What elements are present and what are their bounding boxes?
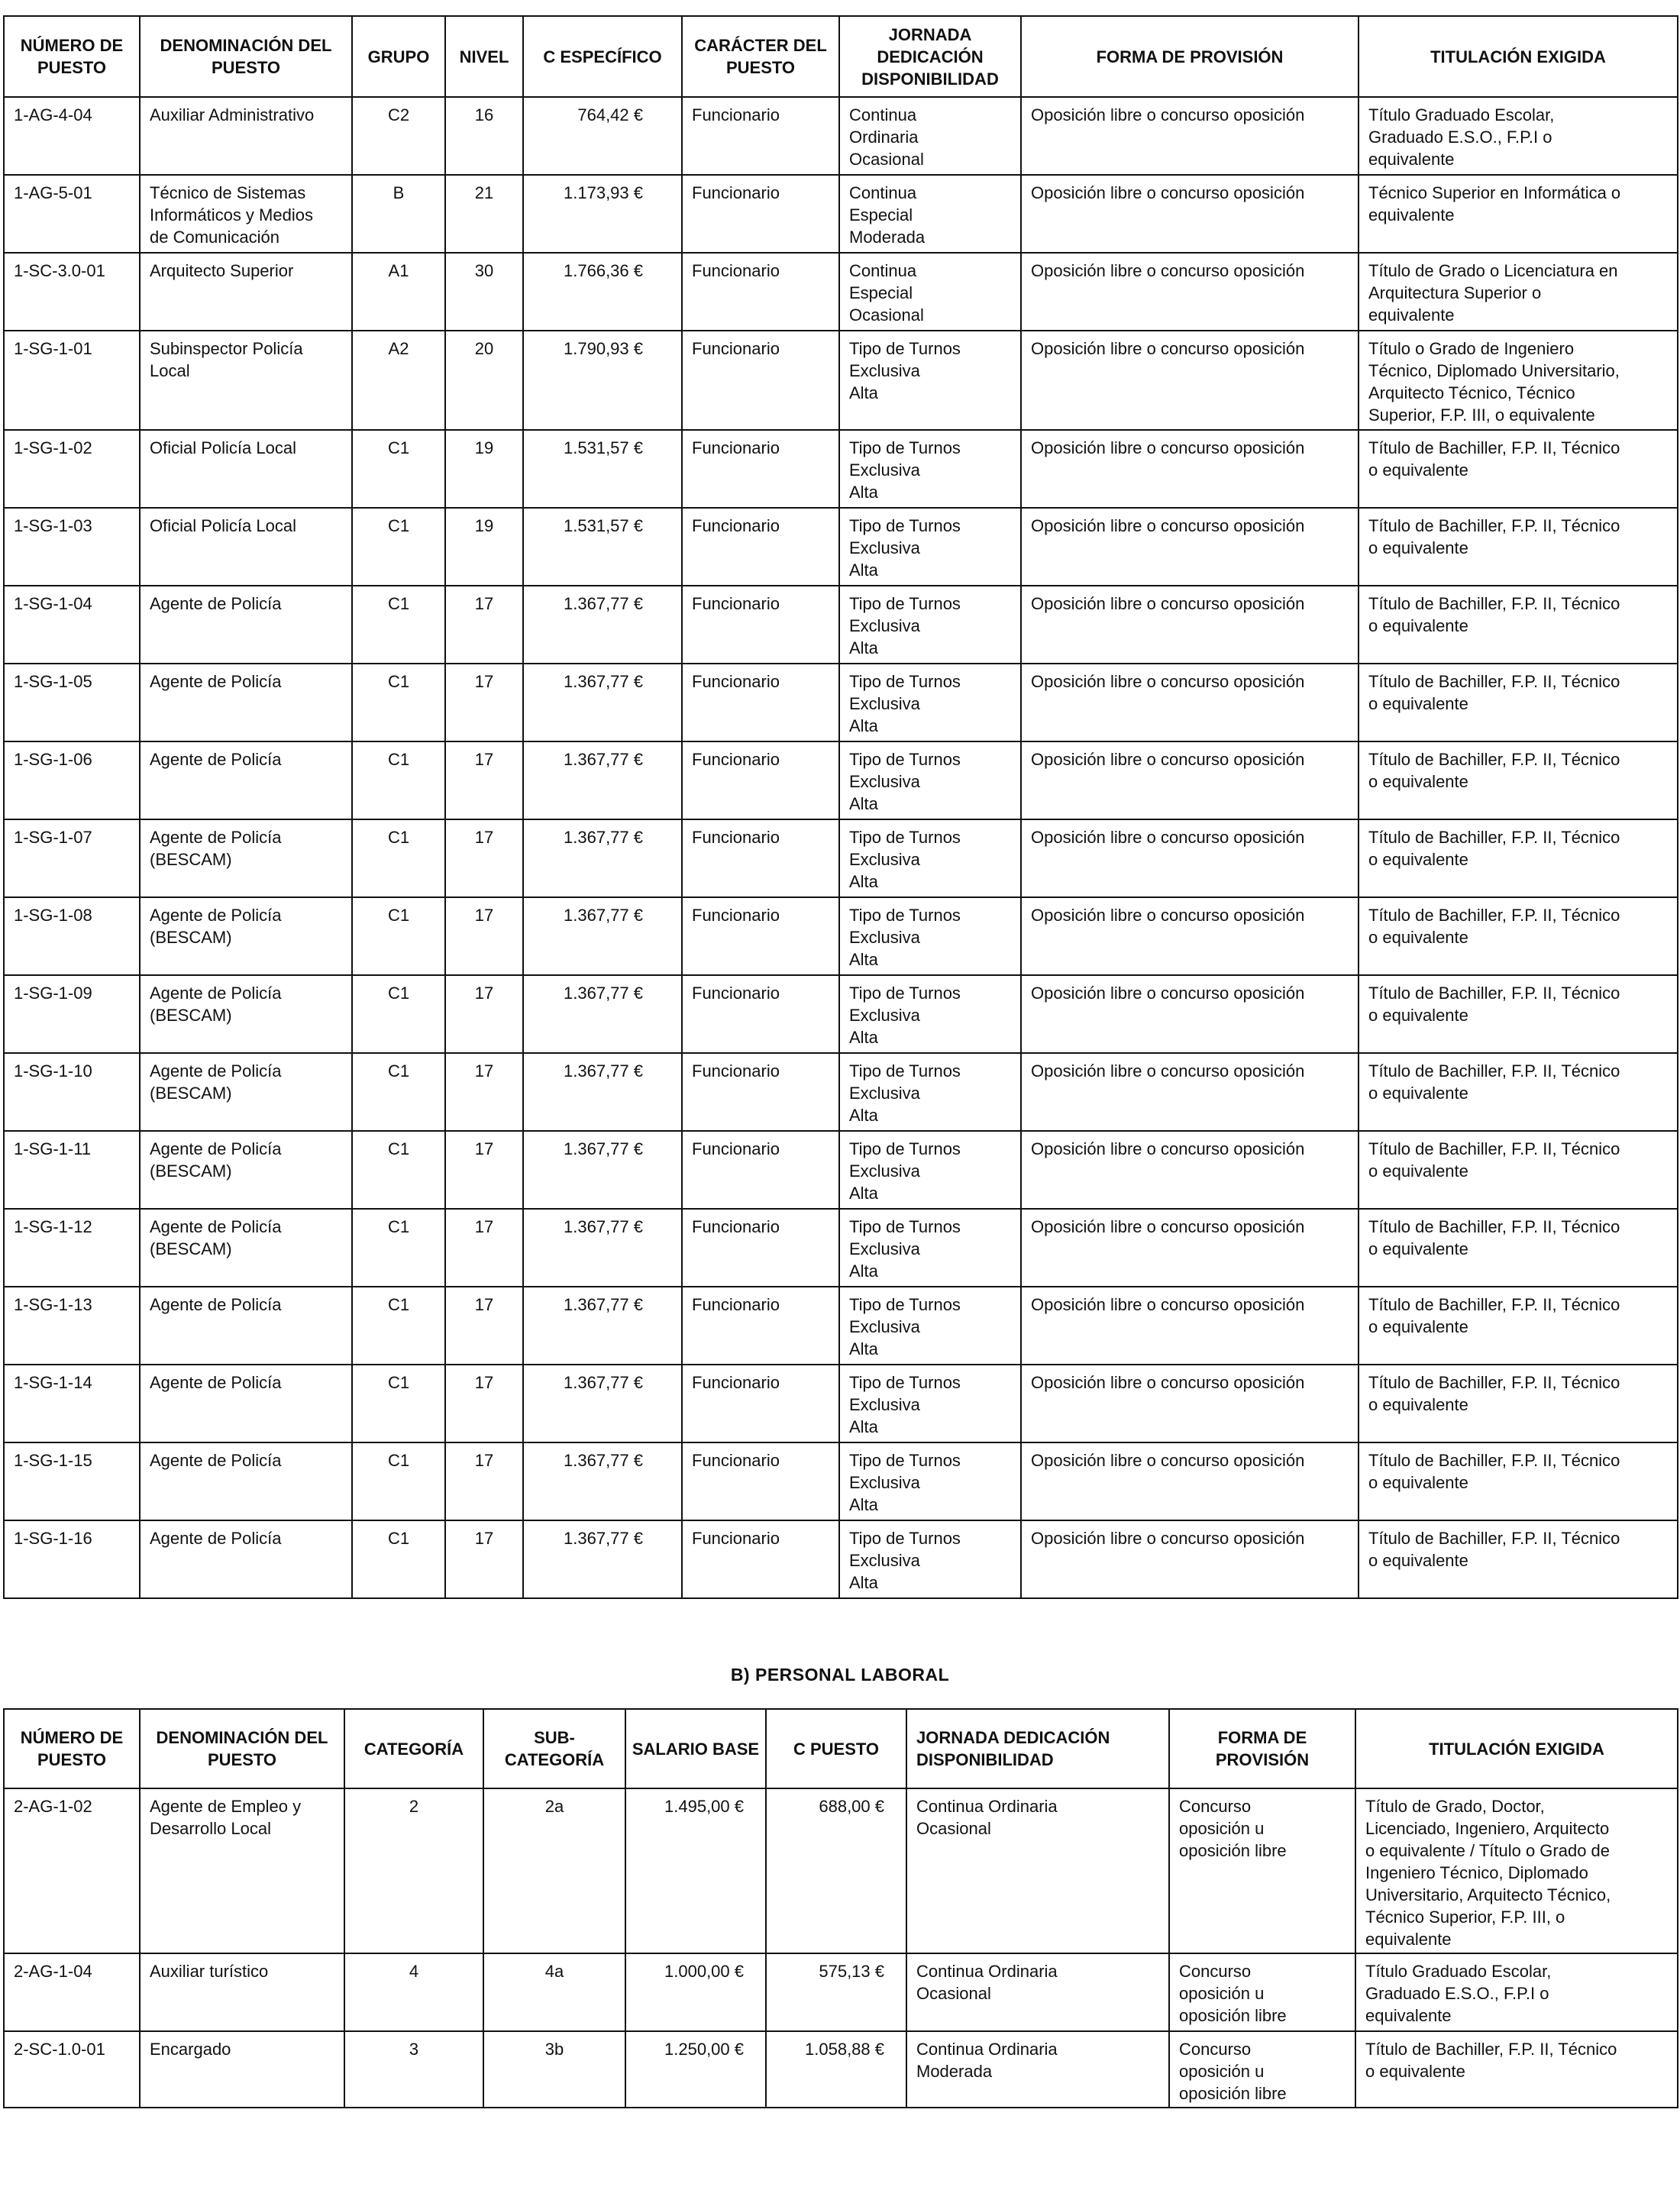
cell-c-especifico: 1.367,77 € — [523, 586, 682, 664]
cell-caracter: Funcionario — [682, 1209, 839, 1287]
cell-jornada: Tipo de Turnos Exclusiva Alta — [839, 741, 1021, 819]
cell-forma-provision: Oposición libre o concurso oposición — [1021, 508, 1359, 586]
cell-numero-puesto: 1-SG-1-05 — [4, 664, 140, 741]
cell-nivel: 19 — [445, 508, 523, 586]
cell-c-especifico: 1.531,57 € — [523, 430, 682, 508]
cell-titulacion: Técnico Superior en Informática o equivalente — [1359, 175, 1678, 253]
table-row — [4, 2031, 1678, 2108]
cell-jornada: Tipo de Turnos Exclusiva Alta — [839, 1287, 1021, 1365]
cell-caracter: Funcionario — [682, 1520, 839, 1598]
cell-jornada: Tipo de Turnos Exclusiva Alta — [839, 1520, 1021, 1598]
cell-nivel: 17 — [445, 586, 523, 664]
cell-nivel: 17 — [445, 1442, 523, 1520]
cell-c-especifico: 1.367,77 € — [523, 1365, 682, 1442]
cell-caracter: Funcionario — [682, 819, 839, 897]
cell-jornada: Tipo de Turnos Exclusiva Alta — [839, 664, 1021, 741]
table-a-body — [4, 97, 1678, 1598]
cell-forma-provision: Oposición libre o concurso oposición — [1021, 1209, 1359, 1287]
cell-titulacion: Título de Bachiller, F.P. II, Técnico o equivalente — [1359, 975, 1678, 1053]
cell-titulacion: Título de Grado, Doctor, Licenciado, Ingeniero, Arquitecto o equivalente / Título o Grado de Ingeniero Técnico, Diplomado Universitario, Arquitecto Técnico, Técnico Superior, F.P. III, o equivalente — [1355, 1788, 1678, 1953]
cell-grupo: A2 — [352, 331, 445, 430]
table-row — [4, 97, 1678, 175]
cell-numero-puesto: 1-SG-1-07 — [4, 819, 140, 897]
table-funcionarios — [3, 15, 1678, 1599]
cell-numero-puesto: 1-SG-1-12 — [4, 1209, 140, 1287]
cell-denominacion: Agente de Policía — [140, 586, 352, 664]
cell-numero-puesto: 1-SG-1-01 — [4, 331, 140, 430]
cell-caracter: Funcionario — [682, 897, 839, 975]
cell-c-especifico: 1.531,57 € — [523, 508, 682, 586]
cell-grupo: C1 — [352, 586, 445, 664]
cell-nivel: 17 — [445, 1131, 523, 1209]
cell-denominacion: Agente de Policía (BESCAM) — [140, 897, 352, 975]
cell-caracter: Funcionario — [682, 97, 839, 175]
header-categoria: CATEGORÍA — [344, 1709, 483, 1788]
table-personal-laboral — [3, 1708, 1678, 2108]
cell-nivel: 21 — [445, 175, 523, 253]
table-row — [4, 508, 1678, 586]
cell-subcategoria: 4a — [483, 1953, 625, 2031]
cell-nivel: 17 — [445, 819, 523, 897]
cell-c-puesto: 1.058,88 € — [766, 2031, 906, 2108]
cell-numero-puesto: 1-SG-1-06 — [4, 741, 140, 819]
cell-numero-puesto: 1-SG-1-14 — [4, 1365, 140, 1442]
cell-denominacion: Agente de Policía — [140, 1287, 352, 1365]
cell-forma-provision: Oposición libre o concurso oposición — [1021, 1365, 1359, 1442]
cell-jornada: Continua Ordinaria Ocasional — [906, 1788, 1169, 1953]
cell-jornada: Tipo de Turnos Exclusiva Alta — [839, 1131, 1021, 1209]
cell-forma-provision: Oposición libre o concurso oposición — [1021, 1131, 1359, 1209]
cell-caracter: Funcionario — [682, 586, 839, 664]
cell-c-especifico: 1.367,77 € — [523, 1520, 682, 1598]
header-c-especifico: C ESPECÍFICO — [523, 16, 682, 97]
cell-forma-provision: Oposición libre o concurso oposición — [1021, 175, 1359, 253]
table-row — [4, 975, 1678, 1053]
cell-denominacion: Agente de Policía (BESCAM) — [140, 1053, 352, 1131]
table-b-header-row — [4, 1709, 1678, 1788]
cell-c-especifico: 1.367,77 € — [523, 975, 682, 1053]
cell-salario-base: 1.000,00 € — [625, 1953, 766, 2031]
header-subcategoria: SUB- CATEGORÍA — [483, 1709, 625, 1788]
section-title-personal-laboral: B) PERSONAL LABORAL — [730, 1665, 950, 1685]
header-grupo: GRUPO — [352, 16, 445, 97]
cell-titulacion: Título de Bachiller, F.P. II, Técnico o equivalente — [1359, 897, 1678, 975]
cell-jornada: Continua Especial Ocasional — [839, 253, 1021, 331]
cell-categoria: 3 — [344, 2031, 483, 2108]
cell-jornada: Tipo de Turnos Exclusiva Alta — [839, 331, 1021, 430]
cell-nivel: 20 — [445, 331, 523, 430]
cell-titulacion: Título de Bachiller, F.P. II, Técnico o equivalente — [1355, 2031, 1678, 2108]
cell-denominacion: Auxiliar Administrativo — [140, 97, 352, 175]
cell-nivel: 19 — [445, 430, 523, 508]
cell-nivel: 17 — [445, 975, 523, 1053]
cell-titulacion: Título de Bachiller, F.P. II, Técnico o equivalente — [1359, 1209, 1678, 1287]
cell-jornada: Continua Ordinaria Moderada — [906, 2031, 1169, 2108]
cell-jornada: Tipo de Turnos Exclusiva Alta — [839, 1365, 1021, 1442]
cell-denominacion: Agente de Policía (BESCAM) — [140, 819, 352, 897]
cell-forma-provision: Oposición libre o concurso oposición — [1021, 741, 1359, 819]
cell-numero-puesto: 1-SG-1-11 — [4, 1131, 140, 1209]
header-forma-provision: FORMA DE PROVISIÓN — [1021, 16, 1359, 97]
header-denominacion: DENOMINACIÓN DEL PUESTO — [140, 16, 352, 97]
cell-jornada: Tipo de Turnos Exclusiva Alta — [839, 430, 1021, 508]
cell-numero-puesto: 2-AG-1-04 — [4, 1953, 140, 2031]
cell-nivel: 17 — [445, 1365, 523, 1442]
cell-grupo: C1 — [352, 819, 445, 897]
table-row — [4, 430, 1678, 508]
cell-c-especifico: 1.367,77 € — [523, 897, 682, 975]
cell-grupo: C2 — [352, 97, 445, 175]
cell-caracter: Funcionario — [682, 1365, 839, 1442]
cell-denominacion: Agente de Empleo y Desarrollo Local — [140, 1788, 344, 1953]
cell-c-especifico: 1.173,93 € — [523, 175, 682, 253]
cell-denominacion: Encargado — [140, 2031, 344, 2108]
cell-grupo: C1 — [352, 1209, 445, 1287]
table-row — [4, 586, 1678, 664]
header-numero-puesto: NÚMERO DE PUESTO — [4, 16, 140, 97]
header-caracter: CARÁCTER DEL PUESTO — [682, 16, 839, 97]
cell-forma-provision: Oposición libre o concurso oposición — [1021, 664, 1359, 741]
cell-salario-base: 1.250,00 € — [625, 2031, 766, 2108]
cell-titulacion: Título de Bachiller, F.P. II, Técnico o equivalente — [1359, 430, 1678, 508]
cell-nivel: 16 — [445, 97, 523, 175]
cell-caracter: Funcionario — [682, 1287, 839, 1365]
cell-caracter: Funcionario — [682, 331, 839, 430]
cell-denominacion: Agente de Policía (BESCAM) — [140, 1209, 352, 1287]
table-a-header-row — [4, 16, 1678, 97]
cell-denominacion: Auxiliar turístico — [140, 1953, 344, 2031]
cell-forma-provision: Oposición libre o concurso oposición — [1021, 253, 1359, 331]
table-row — [4, 175, 1678, 253]
cell-grupo: B — [352, 175, 445, 253]
cell-grupo: C1 — [352, 1131, 445, 1209]
cell-jornada: Tipo de Turnos Exclusiva Alta — [839, 1209, 1021, 1287]
cell-grupo: C1 — [352, 1365, 445, 1442]
cell-forma-provision: Oposición libre o concurso oposición — [1021, 586, 1359, 664]
table-row — [4, 1209, 1678, 1287]
cell-denominacion: Oficial Policía Local — [140, 430, 352, 508]
cell-titulacion: Título de Bachiller, F.P. II, Técnico o equivalente — [1359, 741, 1678, 819]
cell-denominacion: Agente de Policía — [140, 1365, 352, 1442]
cell-grupo: C1 — [352, 1520, 445, 1598]
cell-forma-provision: Concurso oposición u oposición libre — [1169, 2031, 1355, 2108]
cell-subcategoria: 2a — [483, 1788, 625, 1953]
cell-jornada: Continua Ordinaria Ocasional — [839, 97, 1021, 175]
cell-forma-provision: Oposición libre o concurso oposición — [1021, 1520, 1359, 1598]
cell-subcategoria: 3b — [483, 2031, 625, 2108]
cell-nivel: 17 — [445, 1520, 523, 1598]
cell-c-especifico: 1.367,77 € — [523, 819, 682, 897]
cell-numero-puesto: 1-AG-5-01 — [4, 175, 140, 253]
cell-jornada: Tipo de Turnos Exclusiva Alta — [839, 586, 1021, 664]
cell-caracter: Funcionario — [682, 175, 839, 253]
cell-titulacion: Título de Bachiller, F.P. II, Técnico o equivalente — [1359, 508, 1678, 586]
cell-denominacion: Técnico de Sistemas Informáticos y Medios de Comunicación — [140, 175, 352, 253]
cell-jornada: Tipo de Turnos Exclusiva Alta — [839, 1442, 1021, 1520]
cell-denominacion: Agente de Policía — [140, 1520, 352, 1598]
cell-caracter: Funcionario — [682, 1053, 839, 1131]
cell-caracter: Funcionario — [682, 975, 839, 1053]
table-row — [4, 1953, 1678, 2031]
cell-grupo: C1 — [352, 430, 445, 508]
header-numero-puesto: NÚMERO DE PUESTO — [4, 1709, 140, 1788]
cell-caracter: Funcionario — [682, 741, 839, 819]
cell-forma-provision: Concurso oposición u oposición libre — [1169, 1953, 1355, 2031]
cell-c-puesto: 575,13 € — [766, 1953, 906, 2031]
header-denominacion: DENOMINACIÓN DEL PUESTO — [140, 1709, 344, 1788]
cell-titulacion: Título de Bachiller, F.P. II, Técnico o equivalente — [1359, 1520, 1678, 1598]
cell-c-especifico: 1.766,36 € — [523, 253, 682, 331]
cell-numero-puesto: 1-SC-3.0-01 — [4, 253, 140, 331]
table-row — [4, 331, 1678, 430]
cell-denominacion: Agente de Policía — [140, 664, 352, 741]
cell-forma-provision: Oposición libre o concurso oposición — [1021, 97, 1359, 175]
cell-caracter: Funcionario — [682, 1131, 839, 1209]
header-c-puesto: C PUESTO — [766, 1709, 906, 1788]
cell-c-especifico: 1.367,77 € — [523, 1131, 682, 1209]
cell-numero-puesto: 2-AG-1-02 — [4, 1788, 140, 1953]
cell-titulacion: Título o Grado de Ingeniero Técnico, Diplomado Universitario, Arquitecto Técnico, Técnico Superior, F.P. III, o equivalente — [1359, 331, 1678, 430]
cell-titulacion: Título Graduado Escolar, Graduado E.S.O., F.P.I o equivalente — [1359, 97, 1678, 175]
header-jornada: JORNADA DEDICACIÓN DISPONIBILIDAD — [906, 1709, 1169, 1788]
cell-forma-provision: Oposición libre o concurso oposición — [1021, 1053, 1359, 1131]
cell-grupo: A1 — [352, 253, 445, 331]
cell-titulacion: Título de Bachiller, F.P. II, Técnico o equivalente — [1359, 664, 1678, 741]
table-row — [4, 1788, 1678, 1953]
cell-titulacion: Título de Bachiller, F.P. II, Técnico o equivalente — [1359, 1053, 1678, 1131]
cell-c-especifico: 1.367,77 € — [523, 664, 682, 741]
table-row — [4, 1442, 1678, 1520]
cell-forma-provision: Concurso oposición u oposición libre — [1169, 1788, 1355, 1953]
cell-c-especifico: 764,42 € — [523, 97, 682, 175]
cell-salario-base: 1.495,00 € — [625, 1788, 766, 1953]
table-row — [4, 819, 1678, 897]
cell-jornada: Continua Ordinaria Ocasional — [906, 1953, 1169, 2031]
cell-jornada: Tipo de Turnos Exclusiva Alta — [839, 819, 1021, 897]
header-titulacion: TITULACIÓN EXIGIDA — [1355, 1709, 1678, 1788]
cell-denominacion: Arquitecto Superior — [140, 253, 352, 331]
cell-nivel: 17 — [445, 1287, 523, 1365]
cell-numero-puesto: 1-SG-1-09 — [4, 975, 140, 1053]
header-forma-provision: FORMA DE PROVISIÓN — [1169, 1709, 1355, 1788]
cell-numero-puesto: 1-SG-1-02 — [4, 430, 140, 508]
header-titulacion: TITULACIÓN EXIGIDA — [1359, 16, 1678, 97]
cell-numero-puesto: 1-SG-1-03 — [4, 508, 140, 586]
cell-nivel: 17 — [445, 1209, 523, 1287]
cell-grupo: C1 — [352, 1053, 445, 1131]
cell-c-especifico: 1.367,77 € — [523, 741, 682, 819]
cell-numero-puesto: 2-SC-1.0-01 — [4, 2031, 140, 2108]
table-row — [4, 1131, 1678, 1209]
cell-caracter: Funcionario — [682, 253, 839, 331]
cell-jornada: Tipo de Turnos Exclusiva Alta — [839, 1053, 1021, 1131]
table-row — [4, 1520, 1678, 1598]
cell-forma-provision: Oposición libre o concurso oposición — [1021, 819, 1359, 897]
cell-c-especifico: 1.790,93 € — [523, 331, 682, 430]
cell-grupo: C1 — [352, 897, 445, 975]
table-row — [4, 664, 1678, 741]
cell-nivel: 17 — [445, 741, 523, 819]
cell-grupo: C1 — [352, 508, 445, 586]
cell-grupo: C1 — [352, 1287, 445, 1365]
cell-titulacion: Título de Bachiller, F.P. II, Técnico o equivalente — [1359, 586, 1678, 664]
cell-denominacion: Agente de Policía (BESCAM) — [140, 975, 352, 1053]
cell-numero-puesto: 1-SG-1-15 — [4, 1442, 140, 1520]
cell-caracter: Funcionario — [682, 1442, 839, 1520]
cell-c-especifico: 1.367,77 € — [523, 1287, 682, 1365]
cell-jornada: Tipo de Turnos Exclusiva Alta — [839, 897, 1021, 975]
cell-numero-puesto: 1-SG-1-16 — [4, 1520, 140, 1598]
cell-titulacion: Título de Bachiller, F.P. II, Técnico o equivalente — [1359, 1131, 1678, 1209]
cell-forma-provision: Oposición libre o concurso oposición — [1021, 331, 1359, 430]
cell-forma-provision: Oposición libre o concurso oposición — [1021, 897, 1359, 975]
table-row — [4, 1287, 1678, 1365]
cell-nivel: 17 — [445, 897, 523, 975]
cell-titulacion: Título de Grado o Licenciatura en Arquitectura Superior o equivalente — [1359, 253, 1678, 331]
cell-jornada: Continua Especial Moderada — [839, 175, 1021, 253]
header-salario-base: SALARIO BASE — [625, 1709, 766, 1788]
cell-nivel: 17 — [445, 1053, 523, 1131]
cell-forma-provision: Oposición libre o concurso oposición — [1021, 430, 1359, 508]
cell-titulacion: Título de Bachiller, F.P. II, Técnico o equivalente — [1359, 819, 1678, 897]
cell-grupo: C1 — [352, 741, 445, 819]
cell-denominacion: Agente de Policía — [140, 741, 352, 819]
cell-c-especifico: 1.367,77 € — [523, 1209, 682, 1287]
cell-caracter: Funcionario — [682, 430, 839, 508]
table-row — [4, 253, 1678, 331]
table-row — [4, 1365, 1678, 1442]
cell-categoria: 2 — [344, 1788, 483, 1953]
cell-caracter: Funcionario — [682, 508, 839, 586]
cell-titulacion: Título de Bachiller, F.P. II, Técnico o equivalente — [1359, 1365, 1678, 1442]
cell-nivel: 17 — [445, 664, 523, 741]
cell-denominacion: Agente de Policía — [140, 1442, 352, 1520]
cell-grupo: C1 — [352, 975, 445, 1053]
cell-titulacion: Título Graduado Escolar, Graduado E.S.O., F.P.I o equivalente — [1355, 1953, 1678, 2031]
cell-forma-provision: Oposición libre o concurso oposición — [1021, 1442, 1359, 1520]
cell-c-especifico: 1.367,77 € — [523, 1442, 682, 1520]
table-row — [4, 1053, 1678, 1131]
cell-numero-puesto: 1-AG-4-04 — [4, 97, 140, 175]
table-row — [4, 741, 1678, 819]
header-jornada: JORNADA DEDICACIÓN DISPONIBILIDAD — [839, 16, 1021, 97]
cell-numero-puesto: 1-SG-1-04 — [4, 586, 140, 664]
cell-categoria: 4 — [344, 1953, 483, 2031]
table-row — [4, 897, 1678, 975]
cell-numero-puesto: 1-SG-1-13 — [4, 1287, 140, 1365]
cell-jornada: Tipo de Turnos Exclusiva Alta — [839, 975, 1021, 1053]
cell-denominacion: Oficial Policía Local — [140, 508, 352, 586]
cell-numero-puesto: 1-SG-1-10 — [4, 1053, 140, 1131]
cell-caracter: Funcionario — [682, 664, 839, 741]
cell-jornada: Tipo de Turnos Exclusiva Alta — [839, 508, 1021, 586]
cell-grupo: C1 — [352, 664, 445, 741]
header-nivel: NIVEL — [445, 16, 523, 97]
cell-nivel: 30 — [445, 253, 523, 331]
cell-forma-provision: Oposición libre o concurso oposición — [1021, 975, 1359, 1053]
table-b-body — [4, 1788, 1678, 2108]
cell-c-especifico: 1.367,77 € — [523, 1053, 682, 1131]
cell-titulacion: Título de Bachiller, F.P. II, Técnico o equivalente — [1359, 1287, 1678, 1365]
cell-forma-provision: Oposición libre o concurso oposición — [1021, 1287, 1359, 1365]
cell-titulacion: Título de Bachiller, F.P. II, Técnico o equivalente — [1359, 1442, 1678, 1520]
cell-denominacion: Subinspector Policía Local — [140, 331, 352, 430]
cell-numero-puesto: 1-SG-1-08 — [4, 897, 140, 975]
cell-denominacion: Agente de Policía (BESCAM) — [140, 1131, 352, 1209]
cell-grupo: C1 — [352, 1442, 445, 1520]
cell-c-puesto: 688,00 € — [766, 1788, 906, 1953]
